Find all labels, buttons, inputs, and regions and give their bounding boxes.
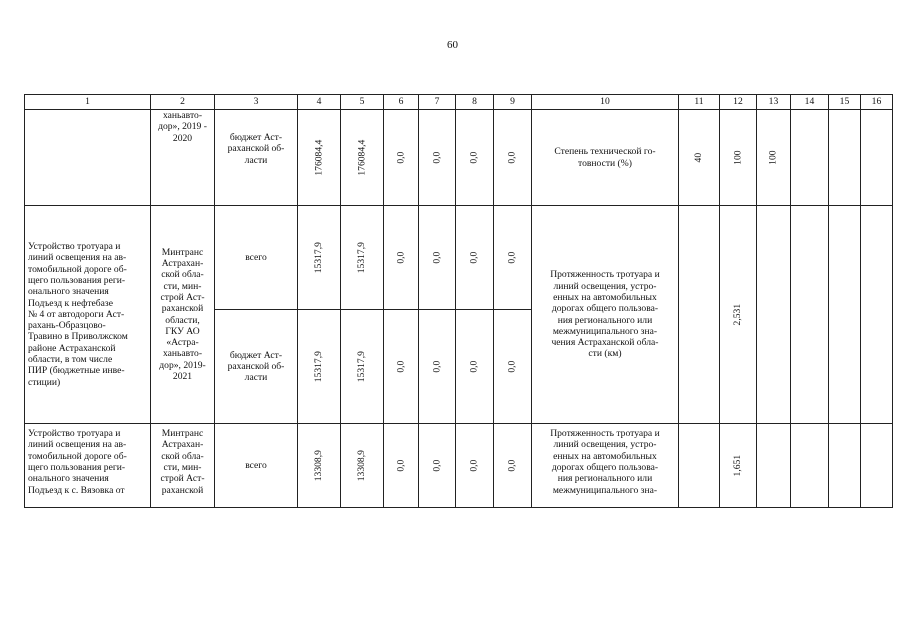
funding-source-text: бюджет Аст- раханской об- ласти <box>227 132 285 166</box>
table-cell <box>828 424 860 508</box>
header-cell: 13 <box>756 95 790 110</box>
header-cell: 9 <box>493 95 531 110</box>
funding-source-text: бюджет Аст- раханской об- ласти <box>227 349 285 384</box>
value-text: 0,0 <box>468 151 480 164</box>
header-cell: 1 <box>25 95 151 110</box>
value-text: 100 <box>732 150 744 165</box>
header-cell: 2 <box>151 95 215 110</box>
budget-table <box>24 94 893 508</box>
value-text: 0,0 <box>431 360 443 373</box>
value-text: 0,0 <box>506 151 518 164</box>
value-cell <box>455 310 493 424</box>
value-text: 0,0 <box>431 251 443 264</box>
value-cell <box>298 424 341 508</box>
table-cell <box>756 206 790 424</box>
funding-source-cell <box>215 424 298 508</box>
responsible-text: Минтранс Астрахан- ской обла- сти, мин- строй Аст- раханской <box>160 428 205 496</box>
header-cell: 14 <box>790 95 828 110</box>
value-text: 1,651 <box>732 454 744 477</box>
table-cell <box>828 110 860 206</box>
table-row <box>25 206 893 310</box>
value-cell <box>383 424 418 508</box>
table-cell <box>790 110 828 206</box>
value-text: 0,0 <box>395 459 407 472</box>
table-cell <box>860 206 892 424</box>
value-cell <box>340 310 383 424</box>
measure-name-cell <box>25 424 151 508</box>
value-text: 2,531 <box>732 303 744 326</box>
header-cell: 6 <box>383 95 418 110</box>
responsible-cell <box>151 110 215 206</box>
value-cell <box>719 110 756 206</box>
value-cell <box>418 310 455 424</box>
table-row <box>25 110 893 206</box>
value-text: 0,0 <box>431 459 443 472</box>
table-cell <box>756 424 790 508</box>
header-cell: 4 <box>298 95 341 110</box>
indicator-cell <box>531 110 678 206</box>
value-cell <box>340 424 383 508</box>
table-cell <box>678 206 719 424</box>
table-cell <box>25 110 151 206</box>
value-text: 0,0 <box>431 151 443 164</box>
value-cell <box>493 206 531 310</box>
indicator-text: Протяженность тротуара и линий освещения, устро- енных на автомобильных дорогах общего пользова- ния регионального или межмуниципального зна- <box>550 428 660 496</box>
value-cell <box>455 110 493 206</box>
value-cell <box>340 110 383 206</box>
header-cell: 3 <box>215 95 298 110</box>
header-cell: 12 <box>719 95 756 110</box>
value-text: 0,0 <box>468 251 480 264</box>
header-cell: 8 <box>455 95 493 110</box>
value-cell <box>756 110 790 206</box>
value-text: 176084,4 <box>356 139 368 176</box>
table-row <box>25 424 893 508</box>
indicator-text: Степень технической го- товности (%) <box>554 146 656 169</box>
value-text: 0,0 <box>506 360 518 373</box>
header-row <box>25 95 893 110</box>
value-text: 15317,9 <box>313 350 325 383</box>
header-cell: 16 <box>860 95 892 110</box>
responsible-text: ханьавто- дор», 2019 - 2020 <box>158 110 207 144</box>
value-text: 13308,9 <box>313 449 325 482</box>
value-cell <box>418 110 455 206</box>
value-cell <box>383 110 418 206</box>
value-text: 0,0 <box>506 251 518 264</box>
funding-source-text: всего <box>245 251 267 263</box>
indicator-text: Протяженность тротуара и линий освещения, устро- енных на автомобильных дорогах общего пользова- ния регионального или межмуниципального зна- чения Астраханской обла- сти (км) <box>550 269 660 360</box>
funding-source-text: всего <box>245 459 267 471</box>
indicator-cell <box>531 424 678 508</box>
value-cell <box>493 424 531 508</box>
value-cell <box>298 310 341 424</box>
table-cell <box>790 424 828 508</box>
value-text: 13308,9 <box>356 449 368 482</box>
indicator-cell <box>531 206 678 424</box>
value-text: 0,0 <box>395 360 407 373</box>
responsible-cell <box>151 424 215 508</box>
header-cell: 15 <box>828 95 860 110</box>
measure-name-text: Устройство тротуара и линий освещения на ав- томобильной дороге об- щего пользования реги- онального значения Подъезд к нефтебазе № 4 от автодороги Аст- рахань-Образцово- Травино в Приволжском районе Астраханской области, в том числе ПИР (бюджетные инве- стиции) <box>28 240 128 388</box>
value-text: 0,0 <box>395 251 407 264</box>
value-cell <box>340 206 383 310</box>
value-cell <box>383 206 418 310</box>
table-cell <box>790 206 828 424</box>
value-cell <box>455 206 493 310</box>
page-number: 60 <box>447 39 458 51</box>
responsible-text: Минтранс Астрахан- ской обла- сти, мин- строй Аст- раханской области, ГКУ АО «Астра- ханьавто- дор», 2019- 2021 <box>159 246 206 383</box>
value-cell <box>298 206 341 310</box>
value-cell <box>455 424 493 508</box>
header-cell: 11 <box>678 95 719 110</box>
value-cell <box>418 206 455 310</box>
value-cell <box>719 424 756 508</box>
header-cell: 5 <box>340 95 383 110</box>
table-cell <box>678 424 719 508</box>
value-text: 0,0 <box>468 459 480 472</box>
value-text: 15317,9 <box>313 241 325 274</box>
value-cell <box>383 310 418 424</box>
value-cell <box>678 110 719 206</box>
value-cell <box>418 424 455 508</box>
value-cell <box>493 310 531 424</box>
table-cell <box>860 424 892 508</box>
value-cell <box>719 206 756 424</box>
table-cell <box>860 110 892 206</box>
value-text: 40 <box>693 152 705 163</box>
funding-source-cell <box>215 110 298 206</box>
responsible-cell <box>151 206 215 424</box>
value-text: 15317,9 <box>356 350 368 383</box>
table-cell <box>828 206 860 424</box>
value-text: 0,0 <box>468 360 480 373</box>
value-text: 0,0 <box>395 151 407 164</box>
value-text: 176084,4 <box>313 139 325 176</box>
value-cell <box>298 110 341 206</box>
measure-name-text: Устройство тротуара и линий освещения на ав- томобильной дороге об- щего пользования реги- онального значения Подъезд к с. Вязовка от <box>28 428 127 496</box>
funding-source-cell <box>215 310 298 424</box>
value-cell <box>493 110 531 206</box>
value-text: 0,0 <box>506 459 518 472</box>
value-text: 100 <box>767 150 779 165</box>
measure-name-cell <box>25 206 151 424</box>
header-cell: 7 <box>418 95 455 110</box>
funding-source-cell <box>215 206 298 310</box>
value-text: 15317,9 <box>356 241 368 274</box>
header-cell: 10 <box>531 95 678 110</box>
